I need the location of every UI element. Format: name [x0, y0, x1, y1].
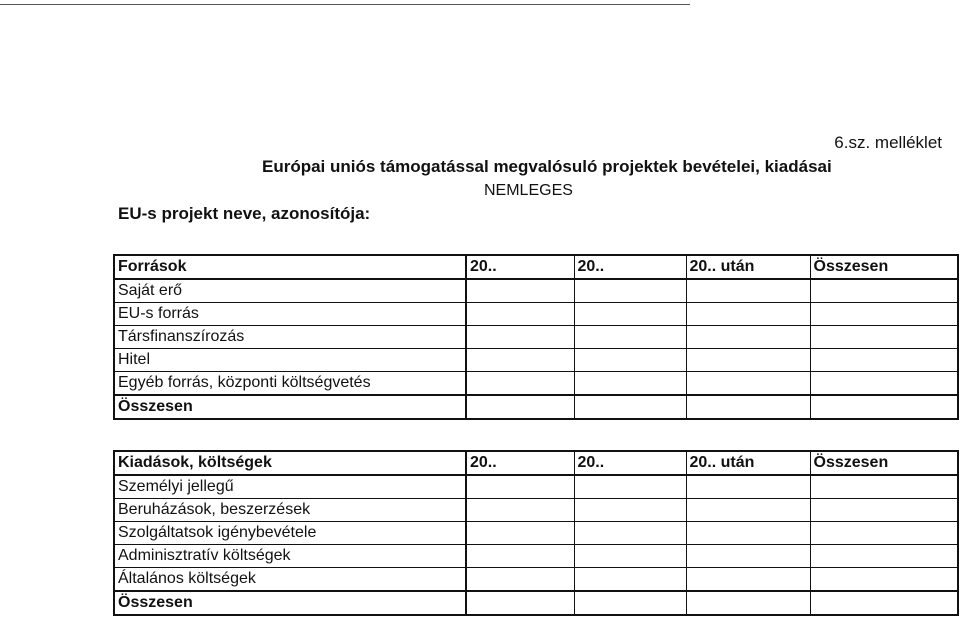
- table-cell[interactable]: [810, 395, 958, 419]
- expenses-header-year-2: 20..: [574, 451, 686, 475]
- expenses-table: [113, 450, 959, 616]
- table-row: [114, 545, 958, 568]
- expenses-header-after: 20.. után: [686, 451, 810, 475]
- table-cell[interactable]: [810, 279, 958, 303]
- table-cell[interactable]: [574, 499, 686, 522]
- sources-header-total: Összesen: [810, 255, 958, 279]
- expenses-total-label: Összesen: [114, 591, 466, 615]
- table-cell[interactable]: [686, 326, 810, 349]
- project-name-label: EU-s projekt neve, azonosítója:: [118, 204, 371, 223]
- table-cell[interactable]: [466, 349, 574, 372]
- table-cell[interactable]: [466, 545, 574, 568]
- table-cell[interactable]: [686, 349, 810, 372]
- sources-total-label: Összesen: [114, 395, 466, 419]
- table-cell[interactable]: [686, 475, 810, 499]
- table-cell[interactable]: [574, 372, 686, 396]
- sources-header-after: 20.. után: [686, 255, 810, 279]
- table-cell[interactable]: [466, 326, 574, 349]
- expenses-header-year-1: 20..: [466, 451, 574, 475]
- table-cell[interactable]: [466, 395, 574, 419]
- table-row: [114, 326, 958, 349]
- sources-row-label: Hitel: [114, 349, 466, 372]
- table-cell[interactable]: [686, 522, 810, 545]
- table-cell[interactable]: [686, 395, 810, 419]
- sources-header-year-1: 20..: [466, 255, 574, 279]
- table-row: [114, 279, 958, 303]
- sources-header-label: Források: [114, 255, 466, 279]
- table-cell[interactable]: [686, 499, 810, 522]
- table-cell[interactable]: [574, 475, 686, 499]
- expenses-row-label: Személyi jellegű: [114, 475, 466, 499]
- table-cell[interactable]: [686, 279, 810, 303]
- expenses-total-row: [114, 591, 958, 615]
- table-cell[interactable]: [574, 326, 686, 349]
- expenses-header-row: [114, 451, 958, 475]
- table-cell[interactable]: [810, 545, 958, 568]
- table-cell[interactable]: [810, 475, 958, 499]
- table-row: [114, 568, 958, 592]
- table-row: [114, 499, 958, 522]
- expenses-header-label: Kiadások, költségek: [114, 451, 466, 475]
- table-cell[interactable]: [810, 591, 958, 615]
- table-cell[interactable]: [810, 499, 958, 522]
- table-cell[interactable]: [810, 303, 958, 326]
- table-cell[interactable]: [686, 372, 810, 396]
- expenses-row-label: Szolgáltatsok igénybevétele: [114, 522, 466, 545]
- sources-header-row: [114, 255, 958, 279]
- table-cell[interactable]: [574, 279, 686, 303]
- expenses-row-label: Beruházások, beszerzések: [114, 499, 466, 522]
- table-cell[interactable]: [466, 499, 574, 522]
- table-cell[interactable]: [574, 545, 686, 568]
- document-subtitle: NEMLEGES: [484, 182, 573, 199]
- table-cell[interactable]: [810, 568, 958, 592]
- table-row: [114, 349, 958, 372]
- table-cell[interactable]: [574, 522, 686, 545]
- table-cell[interactable]: [810, 349, 958, 372]
- table-cell[interactable]: [466, 568, 574, 592]
- table-cell[interactable]: [810, 372, 958, 396]
- document-title: Európai uniós támogatással megvalósuló projektek bevételei, kiadásai: [262, 157, 832, 176]
- table-cell[interactable]: [574, 568, 686, 592]
- table-cell[interactable]: [574, 395, 686, 419]
- table-cell[interactable]: [466, 372, 574, 396]
- table-row: [114, 303, 958, 326]
- top-rule: [0, 4, 690, 5]
- table-cell[interactable]: [686, 303, 810, 326]
- table-row: [114, 522, 958, 545]
- sources-row-label: Saját erő: [114, 279, 466, 303]
- annex-number: 6.sz. melléklet: [834, 133, 942, 152]
- sources-table: [113, 254, 959, 420]
- table-row: [114, 475, 958, 499]
- table-cell[interactable]: [574, 303, 686, 326]
- sources-row-label: EU-s forrás: [114, 303, 466, 326]
- table-cell[interactable]: [466, 475, 574, 499]
- table-cell[interactable]: [466, 591, 574, 615]
- expenses-header-total: Összesen: [810, 451, 958, 475]
- table-cell[interactable]: [686, 591, 810, 615]
- table-cell[interactable]: [574, 349, 686, 372]
- expenses-row-label: Általános költségek: [114, 568, 466, 592]
- table-cell[interactable]: [810, 522, 958, 545]
- table-cell[interactable]: [466, 303, 574, 326]
- sources-total-row: [114, 395, 958, 419]
- table-cell[interactable]: [574, 591, 686, 615]
- table-row: [114, 372, 958, 396]
- sources-row-label: Társfinanszírozás: [114, 326, 466, 349]
- table-cell[interactable]: [810, 326, 958, 349]
- sources-row-label: Egyéb forrás, központi költségvetés: [114, 372, 466, 396]
- table-cell[interactable]: [686, 545, 810, 568]
- expenses-row-label: Adminisztratív költségek: [114, 545, 466, 568]
- table-cell[interactable]: [466, 279, 574, 303]
- table-cell[interactable]: [686, 568, 810, 592]
- sources-header-year-2: 20..: [574, 255, 686, 279]
- table-cell[interactable]: [466, 522, 574, 545]
